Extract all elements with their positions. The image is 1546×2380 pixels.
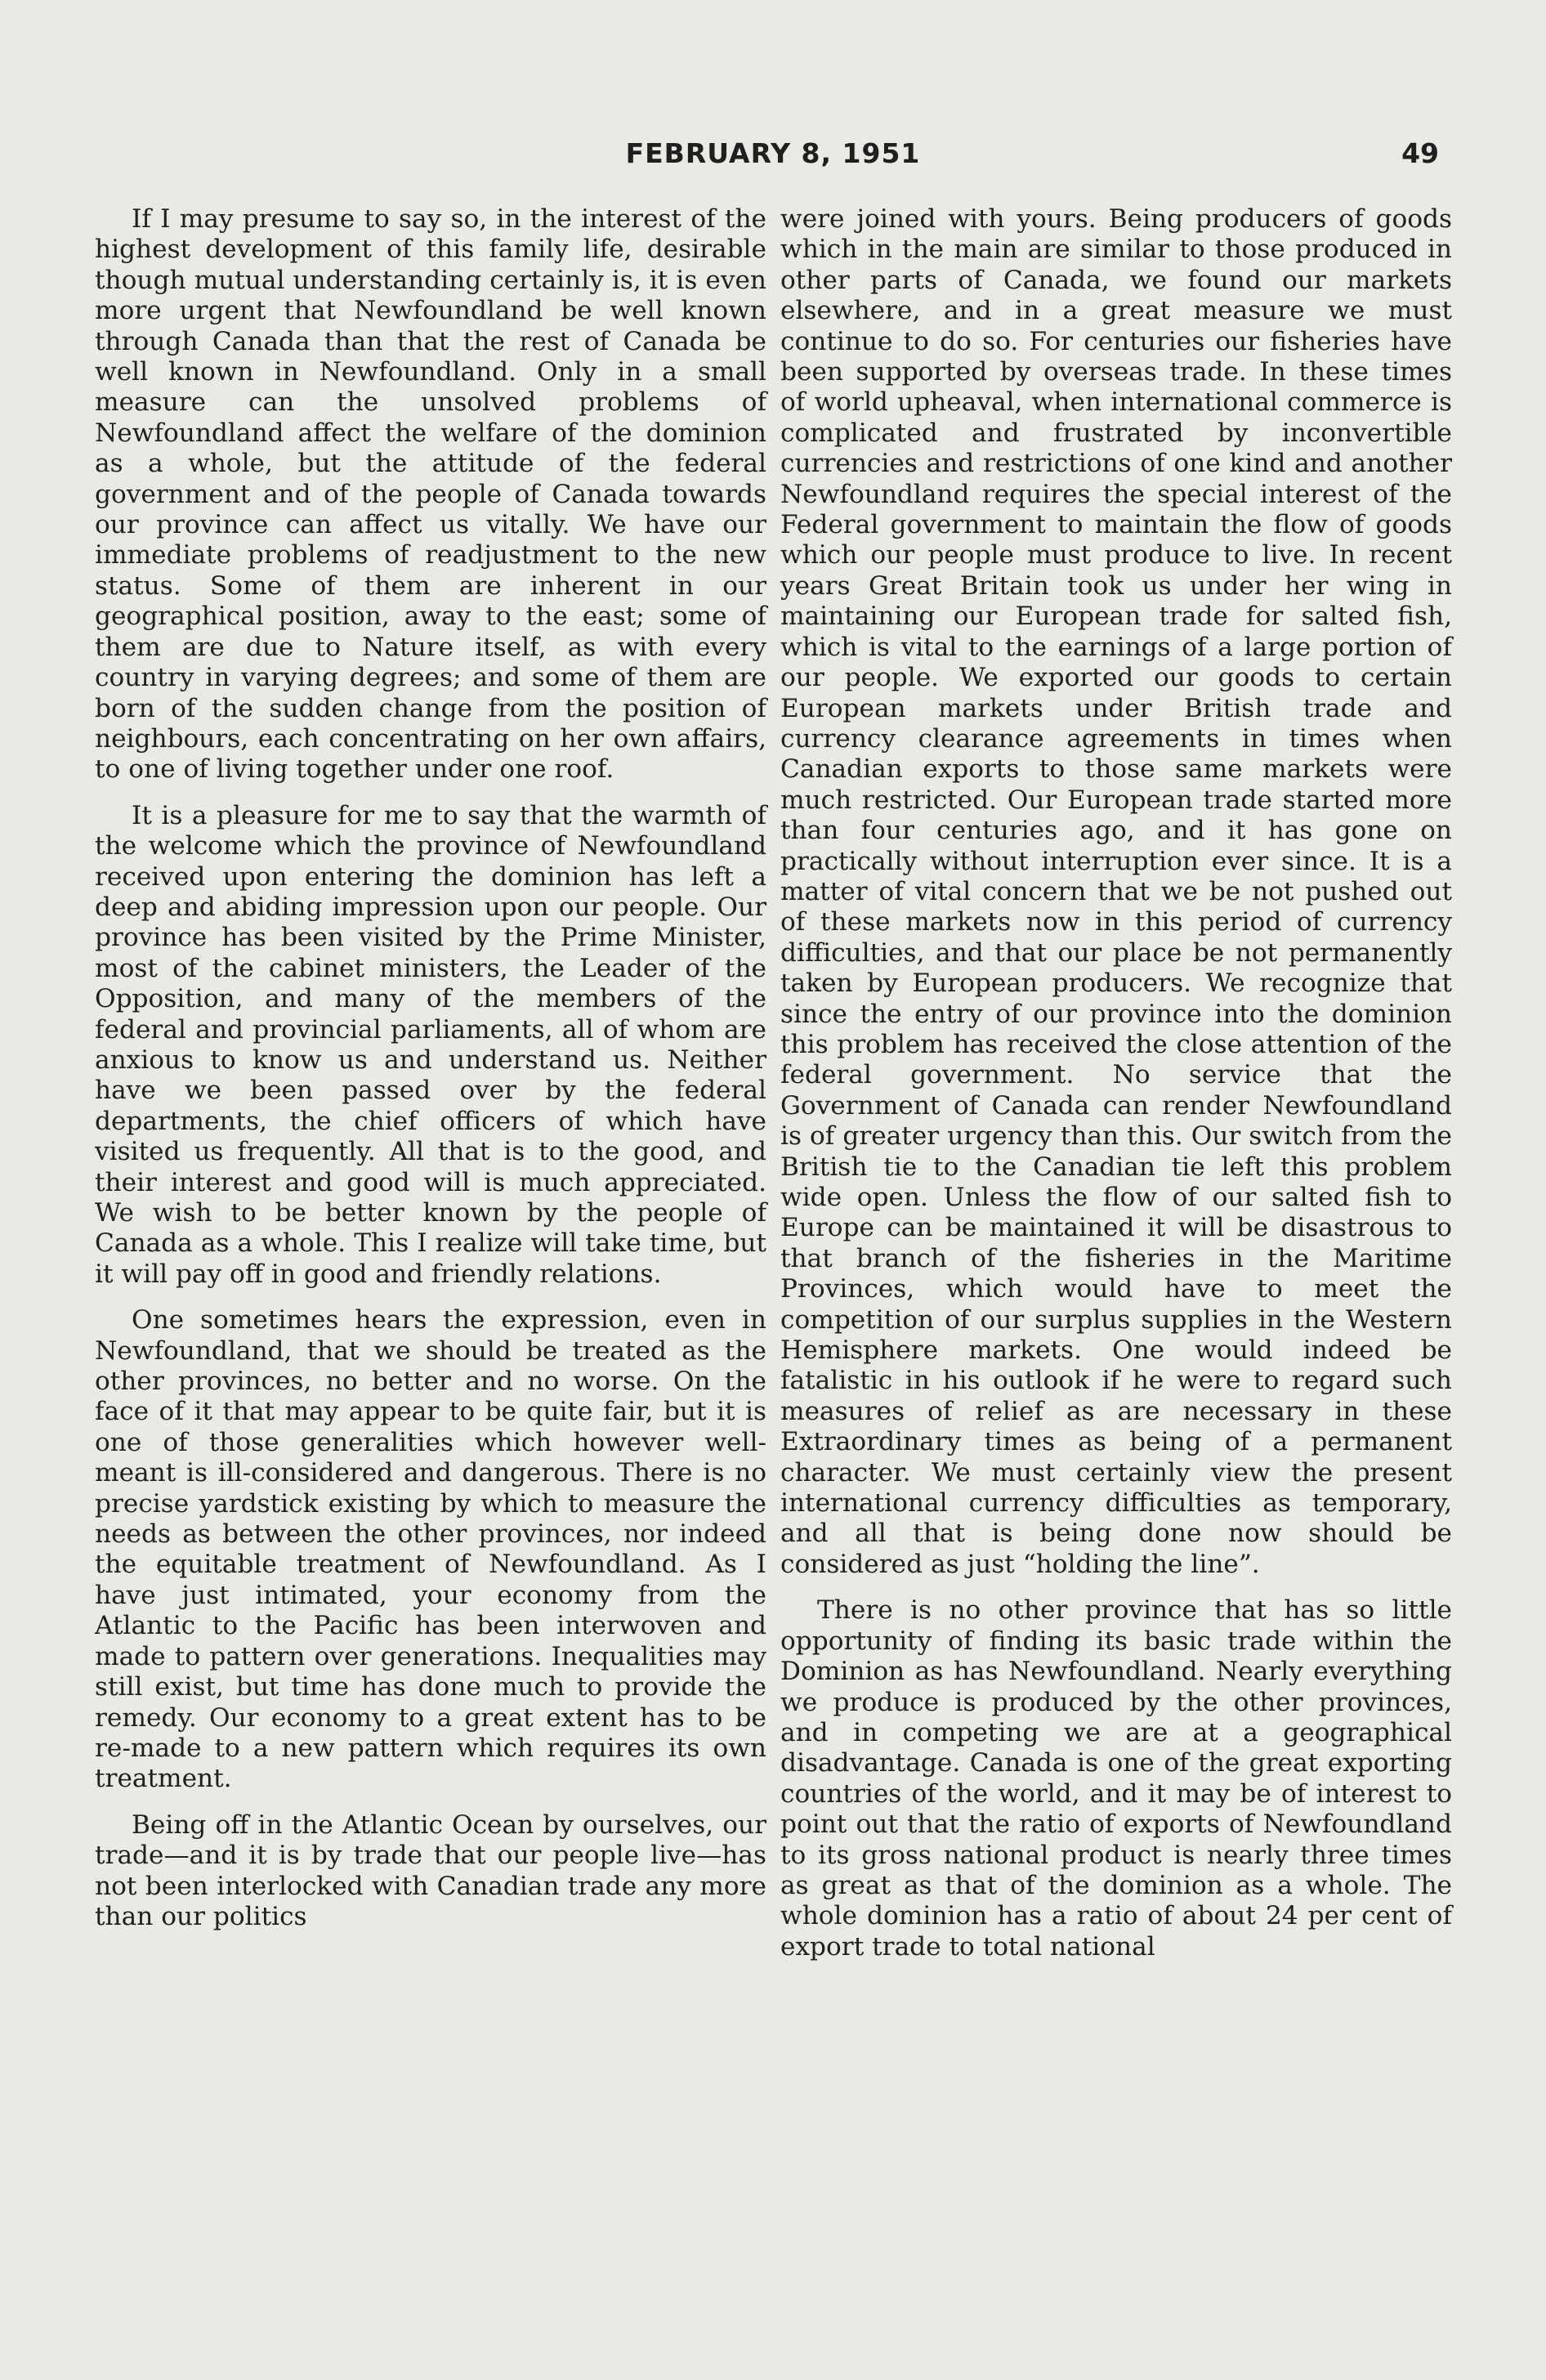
paragraph-continued: were joined with yours. Being producers of goods which in the main are similar to those produced in other parts of Canada, we found our markets elsewhere, and in a great measure we must continue to do so. For centuries our fisheries have been supported by overseas trade. In these times of world upheaval, when international commerce is complicated and frustrated by inconvertible currencies and restrictions of one kind and another Newfoundland requires the special interest of the Federal government to maintain the flow of goods which our people must produce to live. In recent years Great Britain took us under her wing in maintaining our European trade for salted fish, which is vital to the earnings of a large portion of our people. We exported our goods to certain European markets under British trade and currency clearance agreements in times when Canadian exports to those same markets were much restricted. Our European trade started more than four centuries ago, and it has gone on practically without interruption ever since. It is a matter of vital concern that we be not pushed out of these markets now in this period of currency difficulties, and that our place be not permanently taken by European producers. We recognize that since the entry of our province into the dominion this problem has received the close attention of the federal government. No service that the Government of Canada can render Newfoundland is of greater urgency than this. Our switch from the British tie to the Canadian tie left this problem wide open. Unless the flow of our salted fish to Europe can be maintained it will be disastrous to that branch of the fisheries in the Maritime Provinces, which would have to meet the competition of our surplus supplies in the Western Hemisphere markets. One would indeed be fatalistic in his outlook if he were to regard such measures of relief as are necessary in these Extraordinary times as being of a permanent character. We must certainly view the present international currency difficulties as temporary, and all that is being done now should be considered as just “holding the line”. [780,204,1452,1579]
right-column [780,204,1452,1978]
paragraph: There is no other province that has so little opportunity of finding its basic trade within the Dominion as has Newfoundland. Nearly everything we produce is produced by the other provinces, and in competing we are at a geographical disadvantage. Canada is one of the great exporting countries of the world, and it may be of interest to point out that the ratio of exports of Newfoundland to its gross national product is nearly three times as great as that of the dominion as a whole. The whole dominion has a ratio of about 24 per cent of export trade to total national [780,1595,1452,1962]
header-date: FEBRUARY 8, 1951 [625,137,921,169]
paragraph: One sometimes hears the expression, even in Newfoundland, that we should be treated as the other provinces, no better and no worse. On the face of it that may appear to be quite fair, but it is one of those generalities which however well-meant is ill-considered and dangerous. There is no precise yardstick existing by which to measure the needs as between the other provinces, nor indeed the equitable treatment of Newfoundland. As I have just intimated, your economy from the Atlantic to the Pacific has been interwoven and made to pattern over generations. Inequalities may still exist, but time has done much to provide the remedy. Our economy to a great extent has to be re-made to a new pattern which requires its own treatment. [95,1305,766,1794]
page-number: 49 [1401,137,1439,169]
paragraph: It is a pleasure for me to say that the warmth of the welcome which the province of Newfoundland received upon entering the dominion has left a deep and abiding impression upon our people. Our province has been visited by the Prime Minister, most of the cabinet ministers, the Leader of the Opposition, and many of the members of the federal and provincial parliaments, all of whom are anxious to know us and understand us. Neither have we been passed over by the federal departments, the chief officers of which have visited us frequently. All that is to the good, and their interest and good will is much appreciated. We wish to be better known by the people of Canada as a whole. This I realize will take time, but it will pay off in good and friendly relations. [95,800,766,1289]
left-column [95,204,766,1948]
paragraph: Being off in the Atlantic Ocean by ourselves, our trade—and it is by trade that our people live—has not been interlocked with Canadian trade any more than our politics [95,1810,766,1931]
running-header [94,137,1452,178]
paragraph: If I may presume to say so, in the interest of the highest development of this family life, desirable though mutual understanding certainly is, it is even more urgent that Newfoundland be well known through Canada than that the rest of Canada be well known in Newfoundland. Only in a small measure can the unsolved problems of Newfoundland affect the welfare of the dominion as a whole, but the attitude of the federal government and of the people of Canada towards our province can affect us vitally. We have our immediate problems of readjustment to the new status. Some of them are inherent in our geographical position, away to the east; some of them are due to Nature itself, as with every country in varying degrees; and some of them are born of the sudden change from the position of neighbours, each concentrating on her own affairs, to one of living together under one roof. [95,204,766,785]
